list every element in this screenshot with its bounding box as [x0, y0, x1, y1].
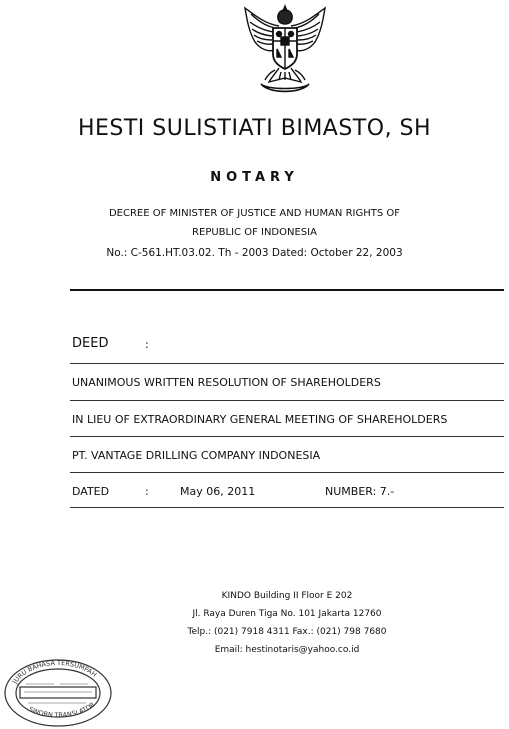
- company-name: PT. VANTAGE DRILLING COMPANY INDONESIA: [72, 449, 321, 462]
- decree-line-1: DECREE OF MINISTER OF JUSTICE AND HUMAN RIGHTS OF: [108, 208, 401, 219]
- divider: [70, 363, 504, 364]
- deed-title-line-2: IN LIEU OF EXTRAORDINARY GENERAL MEETING OF SHAREHOLDERS: [72, 413, 448, 426]
- deed-colon: :: [145, 338, 149, 351]
- dated-value: May 06, 2011: [180, 485, 256, 498]
- divider: [70, 400, 504, 401]
- divider: [70, 507, 504, 508]
- divider: [70, 472, 504, 473]
- dated-label: DATED: [72, 485, 110, 498]
- stamp-text-bottom: SWORN TRANSLATOR: [27, 700, 97, 720]
- notary-title: NOTARY: [210, 170, 299, 185]
- stamp-text-top: JURU BAHASA TERSUMPAH: [10, 658, 99, 686]
- dated-colon: :: [145, 485, 149, 498]
- deed-title-line-1: UNANIMOUS WRITTEN RESOLUTION OF SHAREHOLDERS: [72, 376, 381, 389]
- header-divider: [70, 289, 504, 291]
- address-line-2: Jl. Raya Duren Tiga No. 101 Jakarta 12760: [192, 609, 382, 619]
- divider: [70, 436, 504, 437]
- address-line-1: KINDO Building II Floor E 202: [221, 591, 353, 601]
- garuda-emblem-icon: [235, 2, 335, 102]
- email-line: Email: hestinotaris@yahoo.co.id: [214, 645, 360, 655]
- address-line-3: Telp.: (021) 7918 4311 Fax.: (021) 798 7680: [187, 627, 387, 637]
- sworn-translator-stamp-icon: [2, 655, 114, 729]
- notary-name: HESTI SULISTIATI BIMASTO, SH: [77, 116, 432, 141]
- deed-number: NUMBER: 7.-: [325, 485, 395, 498]
- decree-line-2: REPUBLIC OF INDONESIA: [192, 227, 317, 238]
- deed-label: DEED: [72, 336, 109, 351]
- svg-text:JURU BAHASA TERSUMPAH: [10, 659, 98, 686]
- decree-line-3: No.: C-561.HT.03.02. Th - 2003 Dated: October 22, 2003: [106, 247, 403, 259]
